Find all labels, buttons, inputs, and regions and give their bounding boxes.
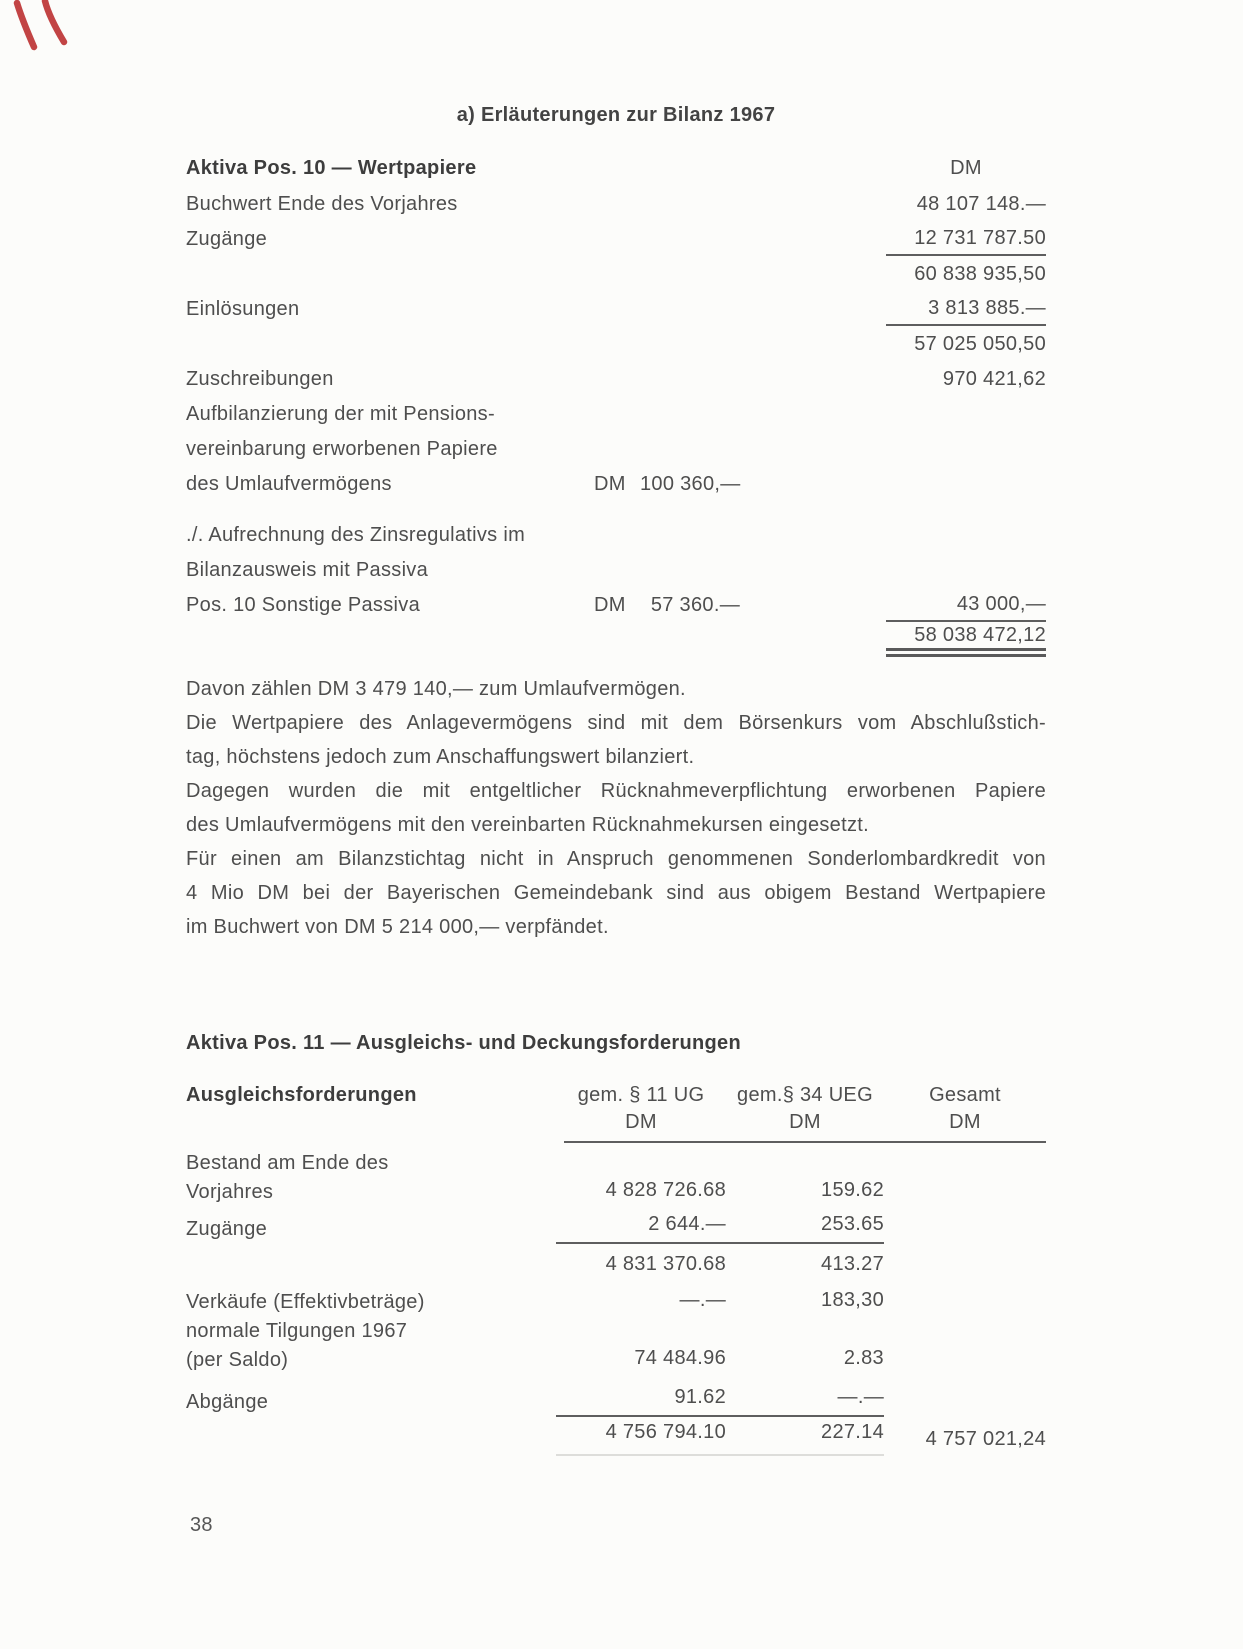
- note-line: im Buchwert von DM 5 214 000,— verpfändet.: [186, 916, 609, 938]
- note-line: 4 Mio DM bei der Bayerischen Gemeindebank sind aus obigem Bestand Wertpapiere: [186, 882, 1046, 904]
- row-label: [186, 1288, 556, 1317]
- row-label: vereinbarung erworbenen Papiere: [186, 438, 498, 460]
- row-label: Zuschreibungen: [186, 368, 334, 390]
- row-dm: [594, 222, 640, 257]
- note-line: Davon zählen DM 3 479 140,— zum Umlaufvermögen.: [186, 678, 686, 700]
- row-label-line: Zugänge: [186, 1218, 268, 1240]
- statement-row: [186, 292, 1046, 327]
- row-dm: DM: [594, 473, 626, 495]
- cell-ueg: —.—: [726, 1380, 884, 1417]
- statement-row: [186, 432, 1046, 467]
- statement-row: [186, 397, 1046, 432]
- row-label-line: (per Saldo): [186, 1349, 289, 1371]
- row-mid-amount: [640, 327, 740, 362]
- table-row: [186, 1243, 1046, 1281]
- row-label-line: Vorjahres: [186, 1181, 274, 1203]
- row-label: [186, 1317, 556, 1375]
- row-amount: 12 731 787.50: [886, 222, 1046, 256]
- row-dm: [594, 623, 640, 661]
- column-unit: DM: [789, 1111, 821, 1133]
- row-dm: DM: [594, 594, 626, 616]
- cell-ueg: 227.14: [726, 1417, 884, 1456]
- row-dm: [594, 327, 640, 362]
- section-heading-row: [186, 150, 1046, 187]
- statement-row: [186, 588, 1046, 623]
- column-unit: DM: [625, 1111, 657, 1133]
- cell-ueg: 413.27: [821, 1253, 884, 1275]
- statement-row: [186, 187, 1046, 222]
- row-label: Buchwert Ende des Vorjahres: [186, 193, 458, 215]
- table-row: [186, 1375, 1046, 1417]
- statement-row: [186, 467, 1046, 502]
- table-row: [186, 1317, 1046, 1375]
- column-title: gem.§ 34 UEG: [737, 1084, 873, 1106]
- section-heading: Aktiva Pos. 11 — Ausgleichs- und Deckungsforderungen: [186, 1032, 741, 1054]
- page-title: a) Erläuterungen zur Bilanz 1967: [456, 104, 776, 126]
- row-amount: 3 813 885.—: [886, 292, 1046, 326]
- row-mid-amount: [640, 292, 740, 327]
- row-label-line: Bestand am Ende des: [186, 1152, 389, 1174]
- row-label: Pos. 10 Sonstige Passiva: [186, 594, 420, 616]
- statement-row: [186, 327, 1046, 362]
- cell-ug: 91.62: [556, 1380, 726, 1417]
- row-mid-amount: [640, 257, 740, 292]
- row-dm: [594, 362, 640, 397]
- cell-gesamt: 4 757 021,24: [925, 1428, 1046, 1450]
- cell-ug: 74 484.96: [634, 1347, 726, 1369]
- row-mid-amount: [640, 362, 740, 397]
- row-label-line: normale Tilgungen 1967: [186, 1320, 408, 1342]
- table-row: [186, 1281, 1046, 1317]
- row-label-line: Verkäufe (Effektivbeträge): [186, 1291, 425, 1313]
- row-mid-amount: [640, 623, 740, 661]
- row-label: Aufbilanzierung der mit Pensions-: [186, 403, 495, 425]
- section-aktiva-pos-10: [186, 150, 1046, 661]
- row-total-amount: 58 038 472,12: [886, 623, 1046, 657]
- row-label-line: Abgänge: [186, 1391, 269, 1413]
- statement-row: [186, 623, 1046, 661]
- statement-row: [186, 257, 1046, 292]
- cell-ueg: 159.62: [821, 1179, 884, 1201]
- cell-ueg: 183,30: [821, 1289, 884, 1311]
- column-header: [726, 1082, 884, 1136]
- row-mid-amount: 100 360,—: [640, 473, 741, 495]
- row-amount: 60 838 935,50: [914, 263, 1046, 285]
- row-label: Bilanzausweis mit Passiva: [186, 559, 429, 581]
- row-amount: 43 000,—: [886, 588, 1046, 622]
- column-title: Gesamt: [929, 1084, 1001, 1106]
- row-amount: [886, 467, 1046, 502]
- row-dm: [594, 292, 640, 327]
- table-total-row: [186, 1417, 1046, 1455]
- table-row-header: Ausgleichsforderungen: [186, 1084, 417, 1106]
- cell-ueg: 2.83: [843, 1347, 884, 1369]
- cell-ug: 4 831 370.68: [605, 1253, 726, 1275]
- row-label: [186, 623, 594, 661]
- row-label: [186, 1149, 556, 1207]
- note-line: Die Wertpapiere des Anlagevermögens sind mit dem Börsenkurs vom Abschlußstich-: [186, 712, 1046, 734]
- column-header: [884, 1082, 1046, 1136]
- row-label: Zugänge: [186, 228, 268, 250]
- row-label: des Umlaufvermögens: [186, 473, 392, 495]
- statement-row: [186, 553, 1046, 588]
- table-header-row: [186, 1082, 1046, 1136]
- section-heading: Aktiva Pos. 10 — Wertpapiere: [186, 157, 477, 179]
- row-mid-amount: 57 360.—: [650, 594, 740, 616]
- statement-row: [186, 222, 1046, 257]
- table-row: [186, 1207, 1046, 1243]
- column-header: [556, 1082, 726, 1136]
- note-line: tag, höchstens jedoch zum Anschaffungswert bilanziert.: [186, 746, 695, 768]
- row-label: [186, 1215, 556, 1244]
- column-unit: DM: [949, 1111, 981, 1133]
- note-line: Für einen am Bilanzstichtag nicht in Anspruch genommenen Sonderlombardkredit von: [186, 848, 1046, 870]
- row-amount: 970 421,62: [942, 368, 1046, 390]
- currency-header: DM: [950, 157, 982, 179]
- row-label: Einlösungen: [186, 298, 300, 320]
- cell-ug: 4 828 726.68: [605, 1179, 726, 1201]
- row-label: [186, 1388, 556, 1417]
- row-amount: 48 107 148.—: [916, 193, 1046, 215]
- cell-ug: —.—: [679, 1289, 726, 1311]
- ausgleichsforderungen-table: [186, 1082, 1046, 1455]
- row-label: [186, 327, 594, 362]
- row-dm: [594, 187, 640, 222]
- note-line: Dagegen wurden die mit entgeltlicher Rücknahmeverpflichtung erworbenen Papiere: [186, 780, 1046, 802]
- spacer: [186, 502, 1046, 518]
- cell-ug: 4 756 794.10: [556, 1417, 726, 1456]
- column-title: gem. § 11 UG: [577, 1084, 705, 1106]
- notes-paragraph: [186, 672, 1046, 944]
- row-mid-amount: [640, 187, 740, 222]
- red-pen-marks-icon: [6, 0, 76, 54]
- row-label: [186, 257, 594, 292]
- cell-ug: 2 644.—: [556, 1207, 726, 1244]
- row-amount: 57 025 050,50: [914, 333, 1046, 355]
- note-line: des Umlaufvermögens mit den vereinbarten Rücknahmekursen eingesetzt.: [186, 814, 869, 836]
- row-dm: [594, 257, 640, 292]
- cell-ueg: 253.65: [726, 1207, 884, 1244]
- statement-row: [186, 518, 1046, 553]
- page-number: 38: [190, 1514, 213, 1536]
- statement-row: [186, 362, 1046, 397]
- row-mid-amount: [640, 222, 740, 257]
- table-row: [186, 1143, 1046, 1207]
- row-label: ./. Aufrechnung des Zinsregulativs im: [186, 524, 526, 546]
